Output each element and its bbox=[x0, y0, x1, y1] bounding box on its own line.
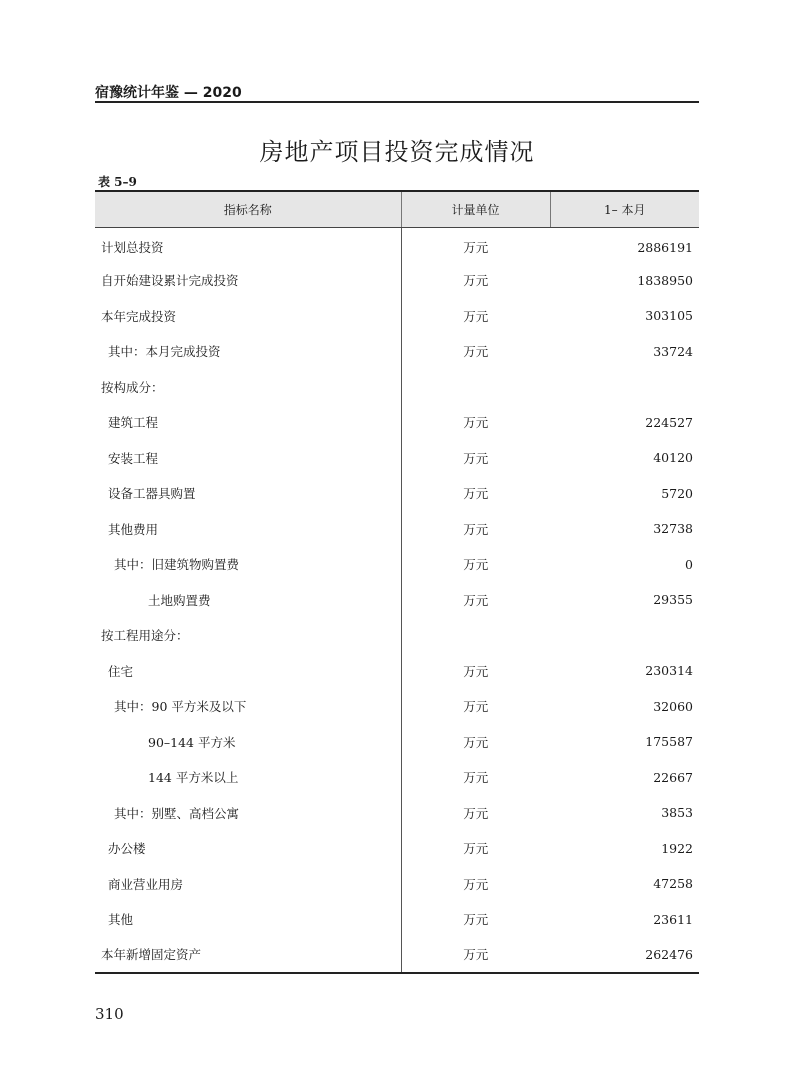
indicator-name-cell: 按构成分： bbox=[95, 369, 401, 405]
value-cell: 3853 bbox=[661, 805, 693, 821]
indicator-name-cell: 安装工程 bbox=[95, 440, 401, 476]
value-cell: 33724 bbox=[653, 343, 693, 359]
table-row bbox=[95, 902, 699, 938]
indicator-name-cell: 144 平方米以上 bbox=[95, 760, 401, 796]
table-number: 表 5–9 bbox=[98, 175, 137, 189]
indicator-name-cell: 本年完成投资 bbox=[95, 298, 401, 334]
table-row bbox=[95, 866, 699, 902]
unit-cell: 万元 bbox=[463, 240, 489, 255]
value-cell: 230314 bbox=[645, 663, 693, 679]
table-row bbox=[95, 405, 699, 441]
table-row bbox=[95, 937, 699, 973]
unit-cell: 万元 bbox=[463, 663, 489, 679]
value-cell: 2886191 bbox=[637, 239, 693, 255]
table-row bbox=[95, 298, 699, 334]
value-cell: 0 bbox=[685, 556, 693, 572]
indicator-name-cell: 本年新增固定资产 bbox=[95, 937, 401, 973]
value-cell bbox=[550, 369, 699, 405]
indicator-name-cell: 其中：本月完成投资 bbox=[95, 334, 401, 370]
table-row bbox=[95, 831, 699, 867]
table-row bbox=[95, 724, 699, 760]
indicator-name-cell: 其他费用 bbox=[95, 511, 401, 547]
unit-cell: 万元 bbox=[401, 937, 550, 973]
page-number: 310 bbox=[95, 1005, 124, 1023]
unit-cell: 万元 bbox=[463, 876, 489, 892]
unit-cell: 万元 bbox=[463, 486, 489, 502]
column-header-period: 1– 本月 bbox=[550, 191, 699, 227]
value-cell: 32060 bbox=[653, 698, 693, 714]
table-row bbox=[95, 547, 699, 583]
value-cell: 1838950 bbox=[637, 272, 693, 288]
column-header-indicator: 指标名称 bbox=[95, 191, 401, 227]
indicator-name-cell: 住宅 bbox=[95, 653, 401, 689]
unit-cell: 万元 bbox=[463, 557, 489, 573]
indicator-name-cell: 办公楼 bbox=[95, 831, 401, 867]
unit-cell: 万元 bbox=[463, 592, 489, 608]
unit-cell: 万元 bbox=[463, 734, 489, 750]
table-row bbox=[95, 582, 699, 618]
unit-cell: 万元 bbox=[463, 805, 489, 821]
value-cell: 5720 bbox=[661, 485, 693, 501]
unit-cell: 万元 bbox=[463, 770, 489, 786]
indicator-name-cell: 90–144 平方米 bbox=[95, 724, 401, 760]
unit-cell: 万元 bbox=[463, 521, 489, 537]
value-cell: 224527 bbox=[645, 414, 693, 430]
data-table-container bbox=[95, 190, 699, 974]
table-row bbox=[95, 795, 699, 831]
value-cell: 262476 bbox=[550, 937, 699, 973]
unit-cell: 万元 bbox=[463, 415, 489, 431]
value-cell: 47258 bbox=[653, 876, 693, 892]
value-cell: 1922 bbox=[661, 840, 693, 856]
value-cell: 303105 bbox=[645, 308, 693, 324]
table-row bbox=[95, 689, 699, 725]
table-row bbox=[95, 653, 699, 689]
unit-cell: 万元 bbox=[463, 344, 489, 360]
table-row bbox=[95, 369, 699, 405]
indicator-name-cell: 建筑工程 bbox=[95, 405, 401, 441]
value-cell: 40120 bbox=[653, 450, 693, 466]
indicator-name-cell: 商业营业用房 bbox=[95, 866, 401, 902]
unit-cell: 万元 bbox=[463, 912, 489, 928]
table-row bbox=[95, 334, 699, 370]
value-cell bbox=[550, 618, 699, 654]
table-row bbox=[95, 476, 699, 512]
table-row bbox=[95, 760, 699, 796]
indicator-name-cell: 其中：90 平方米及以下 bbox=[95, 689, 401, 725]
value-cell: 23611 bbox=[653, 911, 693, 927]
unit-cell: 万元 bbox=[463, 841, 489, 857]
header-rule bbox=[95, 101, 699, 103]
indicator-name-cell: 其他 bbox=[95, 902, 401, 938]
indicator-name-cell: 按工程用途分： bbox=[95, 618, 401, 654]
indicator-name-cell: 设备工器具购置 bbox=[95, 476, 401, 512]
indicator-name-cell: 其中：旧建筑物购置费 bbox=[95, 547, 401, 583]
unit-cell bbox=[401, 618, 550, 654]
indicator-name-cell: 土地购置费 bbox=[95, 582, 401, 618]
table-body bbox=[95, 227, 699, 973]
column-header-unit: 计量单位 bbox=[401, 191, 550, 227]
value-cell: 22667 bbox=[653, 769, 693, 785]
table-header-row bbox=[95, 191, 699, 227]
table-row bbox=[95, 618, 699, 654]
table-row bbox=[95, 440, 699, 476]
unit-cell: 万元 bbox=[463, 450, 489, 466]
data-table bbox=[95, 190, 699, 974]
indicator-name-cell: 其中：别墅、高档公寓 bbox=[95, 795, 401, 831]
indicator-name-cell: 计划总投资 bbox=[95, 227, 401, 263]
indicator-name-cell: 自开始建设累计完成投资 bbox=[95, 263, 401, 299]
page-title: 房地产项目投资完成情况 bbox=[259, 138, 535, 166]
value-cell: 32738 bbox=[653, 521, 693, 537]
running-head-title: 宿豫统计年鉴 — 2020 bbox=[95, 85, 242, 101]
table-row bbox=[95, 227, 699, 263]
value-cell: 29355 bbox=[653, 592, 693, 608]
unit-cell: 万元 bbox=[463, 308, 489, 324]
table-row bbox=[95, 511, 699, 547]
unit-cell: 万元 bbox=[463, 699, 489, 715]
value-cell: 175587 bbox=[645, 734, 693, 750]
unit-cell: 万元 bbox=[463, 273, 489, 289]
unit-cell bbox=[401, 369, 550, 405]
table-row bbox=[95, 263, 699, 299]
